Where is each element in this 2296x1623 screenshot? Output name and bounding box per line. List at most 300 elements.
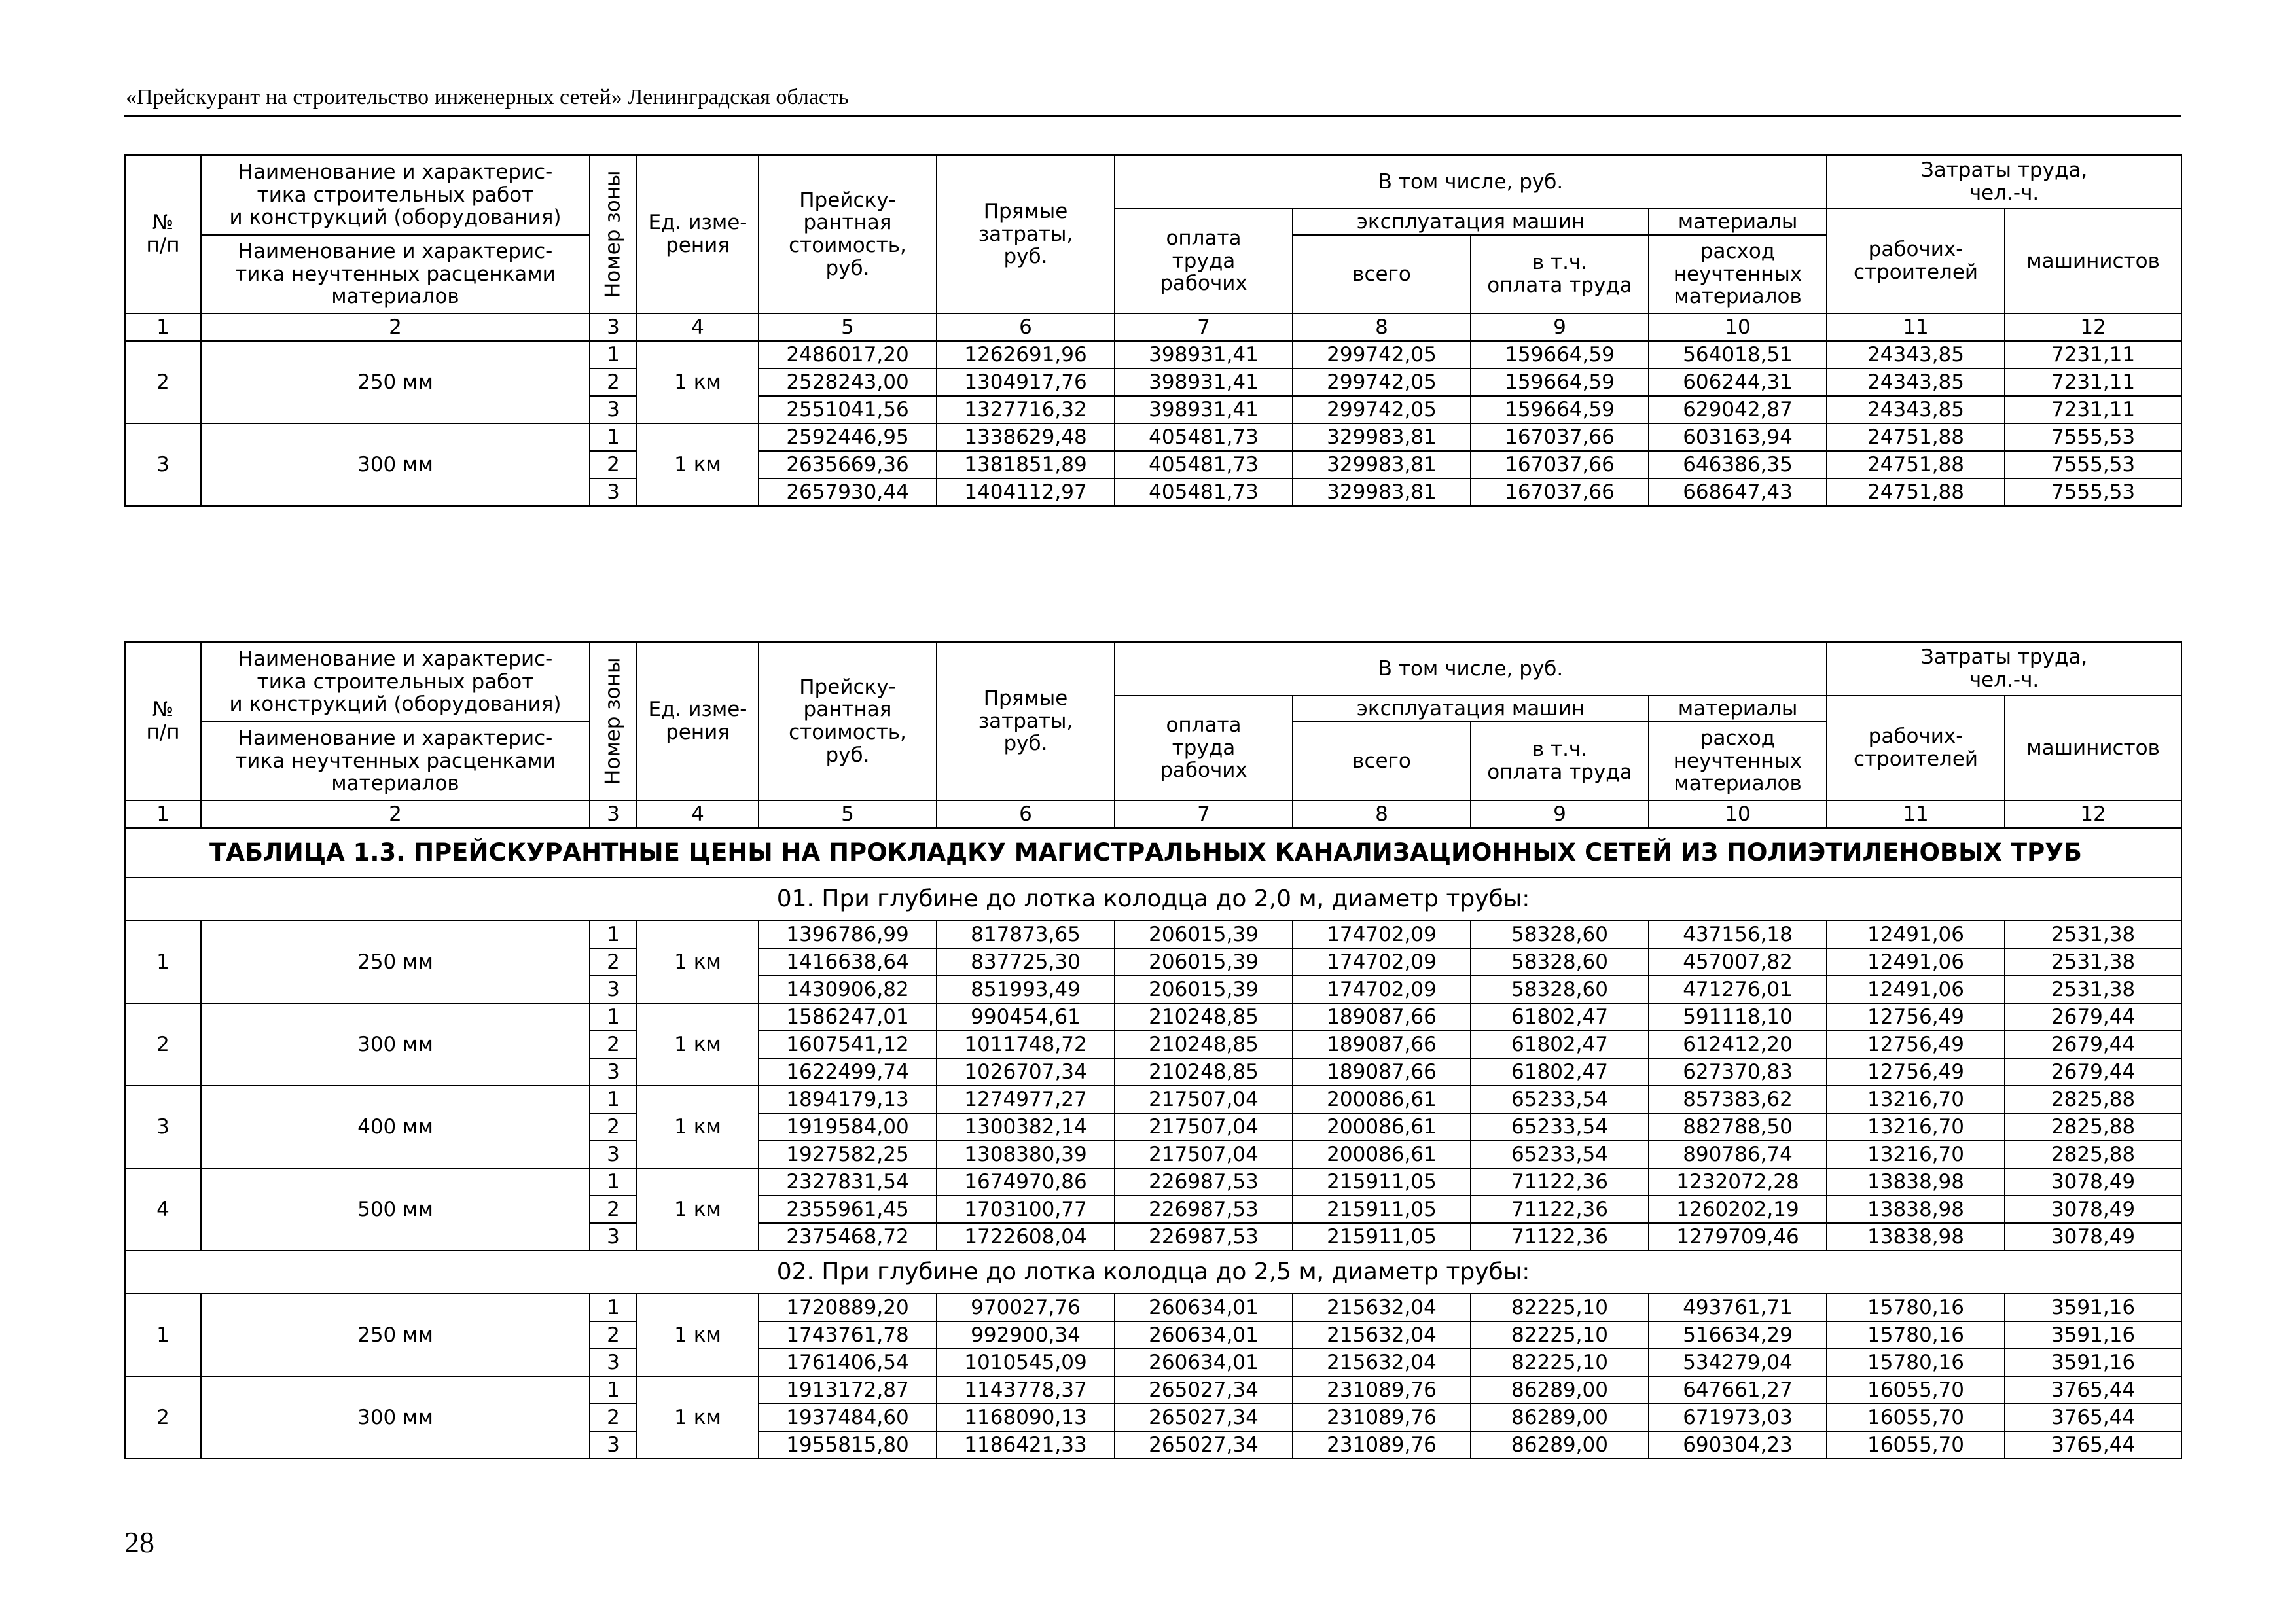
column-number: 11 (1827, 313, 2005, 341)
value-cell: 1743761,78 (759, 1321, 937, 1349)
group-machines-header: эксплуатация машин (1293, 209, 1649, 235)
row-number: 3 (125, 1086, 201, 1168)
col-direct-costs-header: Прямые затраты, руб. (937, 642, 1115, 800)
column-number: 12 (2005, 313, 2181, 341)
zone-number: 2 (590, 1113, 637, 1141)
value-cell: 3078,49 (2005, 1196, 2181, 1223)
column-number: 2 (201, 800, 590, 828)
value-cell: 405481,73 (1115, 478, 1293, 506)
value-cell: 24343,85 (1827, 396, 2005, 423)
value-cell: 3765,44 (2005, 1431, 2181, 1459)
value-cell: 3765,44 (2005, 1404, 2181, 1431)
value-cell: 231089,76 (1293, 1431, 1471, 1459)
price-table-top-body (125, 341, 2181, 506)
value-cell: 1300382,14 (937, 1113, 1115, 1141)
zone-number: 3 (590, 1141, 637, 1168)
value-cell: 2679,44 (2005, 1003, 2181, 1031)
value-cell: 217507,04 (1115, 1113, 1293, 1141)
value-cell: 7231,11 (2005, 341, 2181, 368)
value-cell: 13838,98 (1827, 1223, 2005, 1251)
value-cell: 159664,59 (1471, 341, 1649, 368)
section-title: 02. При глубине до лотка колодца до 2,5 м, диаметр трубы: (125, 1251, 2181, 1294)
column-number: 6 (937, 800, 1115, 828)
value-cell: 627370,83 (1649, 1058, 1827, 1086)
zone-number: 2 (590, 1196, 637, 1223)
zone-number: 1 (590, 1168, 637, 1196)
value-cell: 1279709,46 (1649, 1223, 1827, 1251)
value-cell: 24343,85 (1827, 368, 2005, 396)
value-cell: 159664,59 (1471, 396, 1649, 423)
value-cell: 1011748,72 (937, 1031, 1115, 1058)
value-cell: 1304917,76 (937, 368, 1115, 396)
value-cell: 1674970,86 (937, 1168, 1115, 1196)
column-number: 1 (125, 313, 201, 341)
table-row (125, 921, 2181, 948)
unit-cell: 1 км (637, 423, 759, 506)
zone-number: 3 (590, 396, 637, 423)
value-cell: 24751,88 (1827, 423, 2005, 451)
group-including-header: В том числе, руб. (1115, 642, 1827, 696)
value-cell: 2635669,36 (759, 451, 937, 478)
zone-number: 1 (590, 1086, 637, 1113)
zone-number: 2 (590, 1321, 637, 1349)
value-cell: 299742,05 (1293, 368, 1471, 396)
value-cell: 2592446,95 (759, 423, 937, 451)
column-number: 4 (637, 800, 759, 828)
value-cell: 1937484,60 (759, 1404, 937, 1431)
table-row (125, 1168, 2181, 1196)
table-title: ТАБЛИЦА 1.3. ПРЕЙСКУРАНТНЫЕ ЦЕНЫ НА ПРОКЛАДКУ МАГИСТРАЛЬНЫХ КАНАЛИЗАЦИОННЫХ СЕТЕЙ ИЗ ПОЛИЭТИЛЕНОВЫХ ТРУБ (125, 828, 2181, 878)
zone-number: 1 (590, 1294, 637, 1321)
value-cell: 189087,66 (1293, 1003, 1471, 1031)
col-wage-header: оплата труда рабочих (1115, 696, 1293, 800)
value-cell: 3078,49 (2005, 1223, 2181, 1251)
value-cell: 629042,87 (1649, 396, 1827, 423)
value-cell: 174702,09 (1293, 948, 1471, 976)
value-cell: 3078,49 (2005, 1168, 2181, 1196)
value-cell: 668647,43 (1649, 478, 1827, 506)
value-cell: 200086,61 (1293, 1141, 1471, 1168)
value-cell: 1703100,77 (937, 1196, 1115, 1223)
value-cell: 671973,03 (1649, 1404, 1827, 1431)
header-rule (124, 115, 2181, 117)
value-cell: 12756,49 (1827, 1031, 2005, 1058)
col-builders-header: рабочих- строителей (1827, 696, 2005, 800)
value-cell: 86289,00 (1471, 1404, 1649, 1431)
zone-number: 3 (590, 1058, 637, 1086)
value-cell: 3591,16 (2005, 1321, 2181, 1349)
column-number: 5 (759, 313, 937, 341)
value-cell: 612412,20 (1649, 1031, 1827, 1058)
value-cell: 210248,85 (1115, 1031, 1293, 1058)
zone-number: 3 (590, 976, 637, 1003)
group-labor-header: Затраты труда, чел.-ч. (1827, 642, 2181, 696)
value-cell: 606244,31 (1649, 368, 1827, 396)
value-cell: 1607541,12 (759, 1031, 937, 1058)
value-cell: 493761,71 (1649, 1294, 1827, 1321)
value-cell: 882788,50 (1649, 1113, 1827, 1141)
col-price-header: Прейску- рантная стоимость, руб. (759, 155, 937, 313)
value-cell: 647661,27 (1649, 1376, 1827, 1404)
value-cell: 86289,00 (1471, 1431, 1649, 1459)
value-cell: 329983,81 (1293, 451, 1471, 478)
value-cell: 2679,44 (2005, 1031, 2181, 1058)
section-row (125, 878, 2181, 921)
value-cell: 471276,01 (1649, 976, 1827, 1003)
row-number: 2 (125, 1003, 201, 1086)
col-builders-header: рабочих- строителей (1827, 209, 2005, 313)
col-unit-header: Ед. изме- рения (637, 642, 759, 800)
value-cell: 1720889,20 (759, 1294, 937, 1321)
value-cell: 329983,81 (1293, 423, 1471, 451)
value-cell: 7555,53 (2005, 423, 2181, 451)
table-row (125, 341, 2181, 368)
value-cell: 564018,51 (1649, 341, 1827, 368)
value-cell: 516634,29 (1649, 1321, 1827, 1349)
unit-cell: 1 км (637, 341, 759, 423)
col-zone-header: Номер зоны (590, 642, 637, 800)
col-zone-header: Номер зоны (590, 155, 637, 313)
value-cell: 1913172,87 (759, 1376, 937, 1404)
value-cell: 65233,54 (1471, 1141, 1649, 1168)
value-cell: 65233,54 (1471, 1086, 1649, 1113)
value-cell: 299742,05 (1293, 396, 1471, 423)
value-cell: 260634,01 (1115, 1349, 1293, 1376)
column-number: 7 (1115, 800, 1293, 828)
value-cell: 1143778,37 (937, 1376, 1115, 1404)
value-cell: 817873,65 (937, 921, 1115, 948)
column-number: 4 (637, 313, 759, 341)
value-cell: 1232072,28 (1649, 1168, 1827, 1196)
col-name-materials-header: Наименование и характерис- тика неучтенных расценками материалов (201, 722, 590, 800)
value-cell: 437156,18 (1649, 921, 1827, 948)
value-cell: 7231,11 (2005, 368, 2181, 396)
zone-number: 3 (590, 1349, 637, 1376)
value-cell: 215911,05 (1293, 1168, 1471, 1196)
value-cell: 1761406,54 (759, 1349, 937, 1376)
value-cell: 890786,74 (1649, 1141, 1827, 1168)
value-cell: 16055,70 (1827, 1376, 2005, 1404)
row-name: 250 мм (201, 921, 590, 1003)
table-row (125, 1376, 2181, 1404)
value-cell: 215632,04 (1293, 1321, 1471, 1349)
column-number: 10 (1649, 800, 1827, 828)
column-number: 9 (1471, 313, 1649, 341)
unit-cell: 1 км (637, 1086, 759, 1168)
value-cell: 200086,61 (1293, 1113, 1471, 1141)
value-cell: 215911,05 (1293, 1223, 1471, 1251)
zone-number: 3 (590, 1431, 637, 1459)
zone-number: 2 (590, 948, 637, 976)
value-cell: 1327716,32 (937, 396, 1115, 423)
unit-cell: 1 км (637, 1294, 759, 1376)
value-cell: 61802,47 (1471, 1003, 1649, 1031)
page-number: 28 (124, 1525, 154, 1559)
value-cell: 217507,04 (1115, 1141, 1293, 1168)
value-cell: 591118,10 (1649, 1003, 1827, 1031)
value-cell: 210248,85 (1115, 1058, 1293, 1086)
value-cell: 1955815,80 (759, 1431, 937, 1459)
col-materials-header: расход неучтенных материалов (1649, 722, 1827, 800)
col-machines-wage-header: в т.ч. оплата труда (1471, 235, 1649, 313)
value-cell: 1262691,96 (937, 341, 1115, 368)
value-cell: 15780,16 (1827, 1349, 2005, 1376)
value-cell: 13838,98 (1827, 1168, 2005, 1196)
value-cell: 16055,70 (1827, 1431, 2005, 1459)
row-number: 2 (125, 341, 201, 423)
zone-number: 2 (590, 1031, 637, 1058)
table-row (125, 1086, 2181, 1113)
value-cell: 2551041,56 (759, 396, 937, 423)
value-cell: 646386,35 (1649, 451, 1827, 478)
value-cell: 260634,01 (1115, 1294, 1293, 1321)
value-cell: 13216,70 (1827, 1141, 2005, 1168)
row-name: 500 мм (201, 1168, 590, 1251)
value-cell: 12756,49 (1827, 1003, 2005, 1031)
price-table-sewer-pe-body (125, 828, 2181, 1459)
col-materials-header: расход неучтенных материалов (1649, 235, 1827, 313)
row-name: 250 мм (201, 1294, 590, 1376)
value-cell: 398931,41 (1115, 368, 1293, 396)
value-cell: 857383,62 (1649, 1086, 1827, 1113)
value-cell: 1622499,74 (759, 1058, 937, 1086)
value-cell: 3591,16 (2005, 1294, 2181, 1321)
col-machines-total-header: всего (1293, 722, 1471, 800)
column-number: 1 (125, 800, 201, 828)
column-number: 10 (1649, 313, 1827, 341)
col-machinists-header: машинистов (2005, 696, 2181, 800)
column-number: 11 (1827, 800, 2005, 828)
value-cell: 1274977,27 (937, 1086, 1115, 1113)
value-cell: 24343,85 (1827, 341, 2005, 368)
value-cell: 24751,88 (1827, 451, 2005, 478)
zone-number: 2 (590, 368, 637, 396)
value-cell: 226987,53 (1115, 1196, 1293, 1223)
value-cell: 329983,81 (1293, 478, 1471, 506)
value-cell: 71122,36 (1471, 1223, 1649, 1251)
value-cell: 58328,60 (1471, 921, 1649, 948)
value-cell: 200086,61 (1293, 1086, 1471, 1113)
value-cell: 189087,66 (1293, 1031, 1471, 1058)
value-cell: 299742,05 (1293, 341, 1471, 368)
zone-number: 1 (590, 921, 637, 948)
row-number: 3 (125, 423, 201, 506)
value-cell: 1927582,25 (759, 1141, 937, 1168)
row-number: 1 (125, 1294, 201, 1376)
value-cell: 1722608,04 (937, 1223, 1115, 1251)
value-cell: 1381851,89 (937, 451, 1115, 478)
col-name-header: Наименование и характерис- тика строительных работ и конструкций (оборудования) (201, 155, 590, 235)
zone-number: 3 (590, 478, 637, 506)
value-cell: 265027,34 (1115, 1404, 1293, 1431)
row-name: 300 мм (201, 1003, 590, 1086)
value-cell: 13216,70 (1827, 1086, 2005, 1113)
column-number: 5 (759, 800, 937, 828)
value-cell: 851993,49 (937, 976, 1115, 1003)
value-cell: 12491,06 (1827, 948, 2005, 976)
value-cell: 206015,39 (1115, 948, 1293, 976)
value-cell: 3765,44 (2005, 1376, 2181, 1404)
value-cell: 24751,88 (1827, 478, 2005, 506)
zone-number: 2 (590, 451, 637, 478)
row-name: 400 мм (201, 1086, 590, 1168)
value-cell: 174702,09 (1293, 921, 1471, 948)
unit-cell: 1 км (637, 921, 759, 1003)
col-name-header: Наименование и характерис- тика строительных работ и конструкций (оборудования) (201, 642, 590, 722)
value-cell: 992900,34 (937, 1321, 1115, 1349)
unit-cell: 1 км (637, 1168, 759, 1251)
value-cell: 61802,47 (1471, 1031, 1649, 1058)
value-cell: 990454,61 (937, 1003, 1115, 1031)
value-cell: 13838,98 (1827, 1196, 2005, 1223)
zone-number: 1 (590, 341, 637, 368)
value-cell: 231089,76 (1293, 1376, 1471, 1404)
value-cell: 405481,73 (1115, 451, 1293, 478)
group-machines-header: эксплуатация машин (1293, 696, 1649, 722)
col-number-header: № п/п (125, 155, 201, 313)
value-cell: 226987,53 (1115, 1223, 1293, 1251)
value-cell: 215632,04 (1293, 1349, 1471, 1376)
value-cell: 690304,23 (1649, 1431, 1827, 1459)
value-cell: 265027,34 (1115, 1431, 1293, 1459)
value-cell: 65233,54 (1471, 1113, 1649, 1141)
column-number: 12 (2005, 800, 2181, 828)
value-cell: 398931,41 (1115, 341, 1293, 368)
value-cell: 15780,16 (1827, 1294, 2005, 1321)
value-cell: 265027,34 (1115, 1376, 1293, 1404)
column-number: 6 (937, 313, 1115, 341)
value-cell: 2531,38 (2005, 921, 2181, 948)
col-unit-header: Ед. изме- рения (637, 155, 759, 313)
value-cell: 167037,66 (1471, 451, 1649, 478)
zone-number: 1 (590, 1376, 637, 1404)
zone-number: 1 (590, 423, 637, 451)
value-cell: 13216,70 (1827, 1113, 2005, 1141)
value-cell: 2355961,45 (759, 1196, 937, 1223)
col-name-materials-header: Наименование и характерис- тика неучтенных расценками материалов (201, 235, 590, 313)
row-name: 250 мм (201, 341, 590, 423)
value-cell: 1430906,82 (759, 976, 937, 1003)
value-cell: 398931,41 (1115, 396, 1293, 423)
value-cell: 58328,60 (1471, 976, 1649, 1003)
column-number: 9 (1471, 800, 1649, 828)
col-wage-header: оплата труда рабочих (1115, 209, 1293, 313)
value-cell: 12491,06 (1827, 976, 2005, 1003)
value-cell: 210248,85 (1115, 1003, 1293, 1031)
group-materials-header: материалы (1649, 209, 1827, 235)
col-direct-costs-header: Прямые затраты, руб. (937, 155, 1115, 313)
value-cell: 1260202,19 (1649, 1196, 1827, 1223)
zone-number: 2 (590, 1404, 637, 1431)
col-price-header: Прейску- рантная стоимость, руб. (759, 642, 937, 800)
running-header: «Прейскурант на строительство инженерных сетей» Ленинградская область (126, 85, 849, 109)
value-cell: 7231,11 (2005, 396, 2181, 423)
value-cell: 16055,70 (1827, 1404, 2005, 1431)
column-number: 2 (201, 313, 590, 341)
value-cell: 215632,04 (1293, 1294, 1471, 1321)
value-cell: 71122,36 (1471, 1168, 1649, 1196)
row-name: 300 мм (201, 1376, 590, 1459)
value-cell: 2825,88 (2005, 1141, 2181, 1168)
value-cell: 231089,76 (1293, 1404, 1471, 1431)
value-cell: 7555,53 (2005, 451, 2181, 478)
value-cell: 12491,06 (1827, 921, 2005, 948)
value-cell: 174702,09 (1293, 976, 1471, 1003)
value-cell: 1416638,64 (759, 948, 937, 976)
value-cell: 206015,39 (1115, 921, 1293, 948)
column-number: 3 (590, 313, 637, 341)
col-machinists-header: машинистов (2005, 209, 2181, 313)
value-cell: 189087,66 (1293, 1058, 1471, 1086)
value-cell: 167037,66 (1471, 478, 1649, 506)
column-number: 8 (1293, 313, 1471, 341)
value-cell: 82225,10 (1471, 1321, 1649, 1349)
value-cell: 2531,38 (2005, 948, 2181, 976)
value-cell: 2528243,00 (759, 368, 937, 396)
unit-cell: 1 км (637, 1376, 759, 1459)
value-cell: 2825,88 (2005, 1113, 2181, 1141)
value-cell: 970027,76 (937, 1294, 1115, 1321)
col-machines-wage-header: в т.ч. оплата труда (1471, 722, 1649, 800)
zone-number: 1 (590, 1003, 637, 1031)
value-cell: 1308380,39 (937, 1141, 1115, 1168)
row-number: 1 (125, 921, 201, 1003)
value-cell: 86289,00 (1471, 1376, 1649, 1404)
value-cell: 1396786,99 (759, 921, 937, 948)
value-cell: 159664,59 (1471, 368, 1649, 396)
price-table-top (124, 154, 2182, 507)
price-table-sewer-pe (124, 641, 2182, 1459)
value-cell: 1168090,13 (937, 1404, 1115, 1431)
value-cell: 82225,10 (1471, 1294, 1649, 1321)
value-cell: 603163,94 (1649, 423, 1827, 451)
value-cell: 1010545,09 (937, 1349, 1115, 1376)
value-cell: 2825,88 (2005, 1086, 2181, 1113)
column-number: 3 (590, 800, 637, 828)
column-number: 7 (1115, 313, 1293, 341)
table-row (125, 1003, 2181, 1031)
value-cell: 215911,05 (1293, 1196, 1471, 1223)
value-cell: 405481,73 (1115, 423, 1293, 451)
col-number-header: № п/п (125, 642, 201, 800)
row-name: 300 мм (201, 423, 590, 506)
value-cell: 2679,44 (2005, 1058, 2181, 1086)
value-cell: 2327831,54 (759, 1168, 937, 1196)
value-cell: 206015,39 (1115, 976, 1293, 1003)
value-cell: 217507,04 (1115, 1086, 1293, 1113)
section-row (125, 1251, 2181, 1294)
value-cell: 82225,10 (1471, 1349, 1649, 1376)
zone-number: 3 (590, 1223, 637, 1251)
value-cell: 260634,01 (1115, 1321, 1293, 1349)
value-cell: 534279,04 (1649, 1349, 1827, 1376)
group-including-header: В том числе, руб. (1115, 155, 1827, 209)
value-cell: 1186421,33 (937, 1431, 1115, 1459)
value-cell: 2375468,72 (759, 1223, 937, 1251)
col-machines-total-header: всего (1293, 235, 1471, 313)
value-cell: 58328,60 (1471, 948, 1649, 976)
table-row (125, 1294, 2181, 1321)
group-labor-header: Затраты труда, чел.-ч. (1827, 155, 2181, 209)
value-cell: 226987,53 (1115, 1168, 1293, 1196)
value-cell: 71122,36 (1471, 1196, 1649, 1223)
value-cell: 12756,49 (1827, 1058, 2005, 1086)
row-number: 4 (125, 1168, 201, 1251)
value-cell: 1894179,13 (759, 1086, 937, 1113)
value-cell: 2657930,44 (759, 478, 937, 506)
value-cell: 1338629,48 (937, 423, 1115, 451)
value-cell: 1026707,34 (937, 1058, 1115, 1086)
